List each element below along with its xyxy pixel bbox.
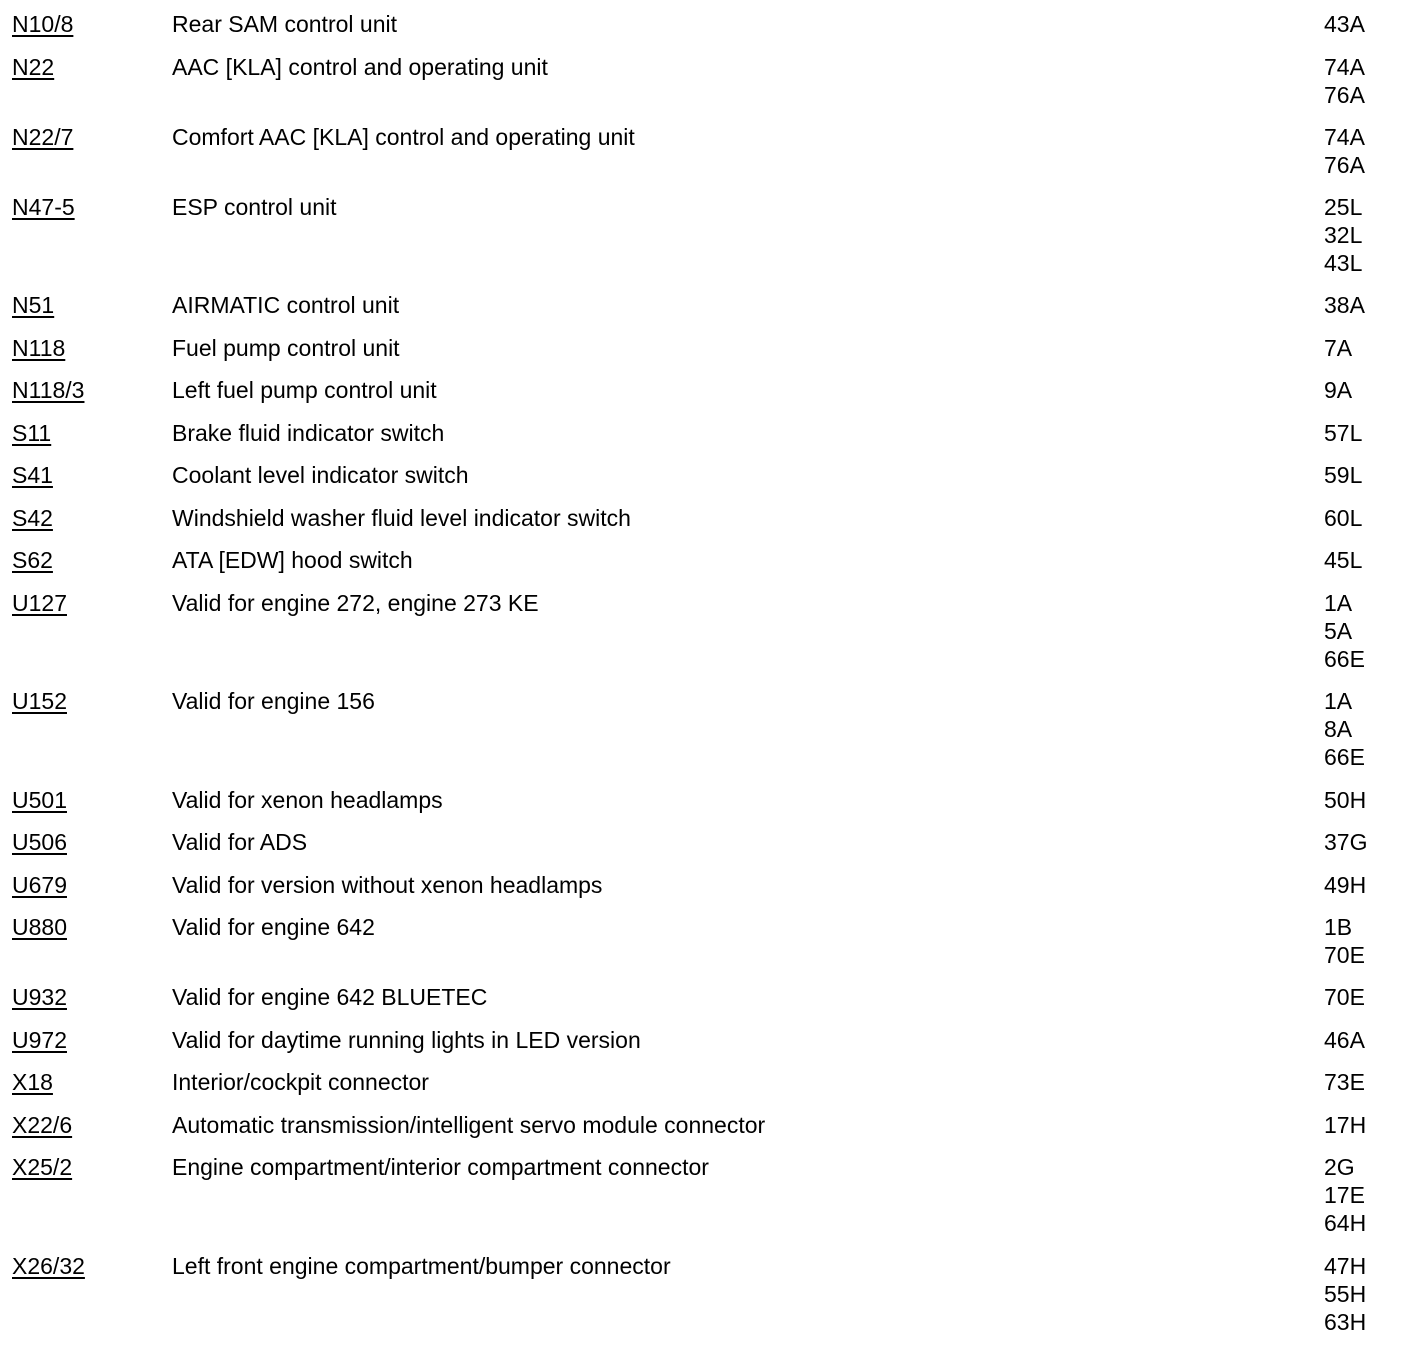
location-list <box>1324 461 1408 489</box>
legend-row <box>0 193 1408 292</box>
location-list <box>1324 1153 1408 1237</box>
component-code-link[interactable]: S41 <box>12 461 53 489</box>
location-list <box>1324 983 1408 1011</box>
location-code: 50H <box>1324 786 1408 814</box>
component-code-link[interactable]: X25/2 <box>12 1153 72 1181</box>
location-list <box>1324 53 1408 109</box>
location-list <box>1324 687 1408 771</box>
legend-row <box>0 123 1408 193</box>
location-code: 43A <box>1324 10 1408 38</box>
component-code-link[interactable]: N47-5 <box>12 193 75 221</box>
component-code-link[interactable]: S42 <box>12 504 53 532</box>
location-code: 7A <box>1324 334 1408 362</box>
location-code: 73E <box>1324 1068 1408 1096</box>
legend-row <box>0 376 1408 419</box>
location-list <box>1324 193 1408 277</box>
legend-row <box>0 871 1408 914</box>
location-list <box>1324 1111 1408 1139</box>
location-code: 66E <box>1324 743 1408 771</box>
location-list <box>1324 291 1408 319</box>
legend-row <box>0 1153 1408 1252</box>
component-code-link[interactable]: U932 <box>12 983 67 1011</box>
component-description: Valid for engine 642 <box>172 913 375 941</box>
location-list <box>1324 504 1408 532</box>
location-code: 63H <box>1324 1308 1408 1336</box>
component-code-link[interactable]: N22 <box>12 53 54 81</box>
location-code: 55H <box>1324 1280 1408 1308</box>
location-code: 5A <box>1324 617 1408 645</box>
component-description: Valid for version without xenon headlamps <box>172 871 602 899</box>
location-list <box>1324 1026 1408 1054</box>
component-description: Valid for engine 642 BLUETEC <box>172 983 487 1011</box>
component-description: Fuel pump control unit <box>172 334 400 362</box>
legend-row <box>0 334 1408 377</box>
component-code-link[interactable]: X26/32 <box>12 1252 85 1280</box>
component-description: Valid for daytime running lights in LED version <box>172 1026 641 1054</box>
component-description: Valid for xenon headlamps <box>172 786 443 814</box>
component-description: Left front engine compartment/bumper connector <box>172 1252 671 1280</box>
component-description: ESP control unit <box>172 193 337 221</box>
location-list <box>1324 1252 1408 1336</box>
legend-row <box>0 913 1408 983</box>
legend-row <box>0 687 1408 786</box>
component-code-link[interactable]: N10/8 <box>12 10 73 38</box>
location-list <box>1324 871 1408 899</box>
component-description: Left fuel pump control unit <box>172 376 437 404</box>
location-code: 38A <box>1324 291 1408 319</box>
location-code: 47H <box>1324 1252 1408 1280</box>
component-code-link[interactable]: S62 <box>12 546 53 574</box>
location-list <box>1324 546 1408 574</box>
component-code-link[interactable]: N118/3 <box>12 376 84 404</box>
component-code-link[interactable]: U679 <box>12 871 67 899</box>
location-code: 2G <box>1324 1153 1408 1181</box>
location-code: 37G <box>1324 828 1408 856</box>
location-list <box>1324 419 1408 447</box>
location-code: 57L <box>1324 419 1408 447</box>
location-code: 45L <box>1324 546 1408 574</box>
location-code: 66E <box>1324 645 1408 673</box>
component-code-link[interactable]: S11 <box>12 419 51 447</box>
component-description: Interior/cockpit connector <box>172 1068 429 1096</box>
legend-row <box>0 983 1408 1026</box>
location-code: 76A <box>1324 151 1408 179</box>
location-code: 76A <box>1324 81 1408 109</box>
location-list <box>1324 589 1408 673</box>
location-code: 59L <box>1324 461 1408 489</box>
component-code-link[interactable]: U127 <box>12 589 67 617</box>
legend-row <box>0 786 1408 829</box>
location-code: 17H <box>1324 1111 1408 1139</box>
location-code: 1A <box>1324 589 1408 617</box>
location-code: 70E <box>1324 941 1408 969</box>
component-description: Engine compartment/interior compartment connector <box>172 1153 709 1181</box>
location-code: 1A <box>1324 687 1408 715</box>
legend-row <box>0 1252 1408 1350</box>
component-code-link[interactable]: X18 <box>12 1068 53 1096</box>
location-code: 74A <box>1324 123 1408 151</box>
location-list <box>1324 828 1408 856</box>
location-list <box>1324 334 1408 362</box>
component-code-link[interactable]: U972 <box>12 1026 67 1054</box>
legend-row <box>0 291 1408 334</box>
component-description: AAC [KLA] control and operating unit <box>172 53 548 81</box>
location-list <box>1324 786 1408 814</box>
legend-row <box>0 419 1408 462</box>
component-description: ATA [EDW] hood switch <box>172 546 413 574</box>
component-code-link[interactable]: U880 <box>12 913 67 941</box>
location-list <box>1324 123 1408 179</box>
component-code-link[interactable]: N51 <box>12 291 54 319</box>
legend-row <box>0 10 1408 53</box>
component-description: AIRMATIC control unit <box>172 291 399 319</box>
component-description: Coolant level indicator switch <box>172 461 469 489</box>
location-code: 25L <box>1324 193 1408 221</box>
location-list <box>1324 913 1408 969</box>
component-code-link[interactable]: N118 <box>12 334 65 362</box>
component-code-link[interactable]: N22/7 <box>12 123 73 151</box>
location-code: 46A <box>1324 1026 1408 1054</box>
location-code: 8A <box>1324 715 1408 743</box>
location-code: 17E <box>1324 1181 1408 1209</box>
legend-row <box>0 1026 1408 1069</box>
location-code: 49H <box>1324 871 1408 899</box>
location-code: 64H <box>1324 1209 1408 1237</box>
component-description: Valid for engine 272, engine 273 KE <box>172 589 539 617</box>
component-description: Comfort AAC [KLA] control and operating unit <box>172 123 635 151</box>
legend-row <box>0 1111 1408 1154</box>
component-code-link[interactable]: X22/6 <box>12 1111 72 1139</box>
legend-row <box>0 53 1408 123</box>
component-code-link[interactable]: U501 <box>12 786 67 814</box>
location-list <box>1324 1068 1408 1096</box>
legend-row <box>0 546 1408 589</box>
location-list <box>1324 376 1408 404</box>
legend-row <box>0 1068 1408 1111</box>
legend-row <box>0 461 1408 504</box>
location-code: 74A <box>1324 53 1408 81</box>
component-description: Brake fluid indicator switch <box>172 419 444 447</box>
legend-row <box>0 589 1408 688</box>
component-description: Valid for ADS <box>172 828 307 856</box>
component-description: Windshield washer fluid level indicator switch <box>172 504 631 532</box>
legend-row <box>0 504 1408 547</box>
location-code: 9A <box>1324 376 1408 404</box>
location-list <box>1324 10 1408 38</box>
location-code: 1B <box>1324 913 1408 941</box>
location-code: 32L <box>1324 221 1408 249</box>
component-description: Rear SAM control unit <box>172 10 397 38</box>
component-description: Valid for engine 156 <box>172 687 375 715</box>
component-code-link[interactable]: U152 <box>12 687 67 715</box>
component-code-link[interactable]: U506 <box>12 828 67 856</box>
location-code: 60L <box>1324 504 1408 532</box>
component-description: Automatic transmission/intelligent servo module connector <box>172 1111 765 1139</box>
location-code: 70E <box>1324 983 1408 1011</box>
legend-row <box>0 828 1408 871</box>
location-code: 43L <box>1324 249 1408 277</box>
